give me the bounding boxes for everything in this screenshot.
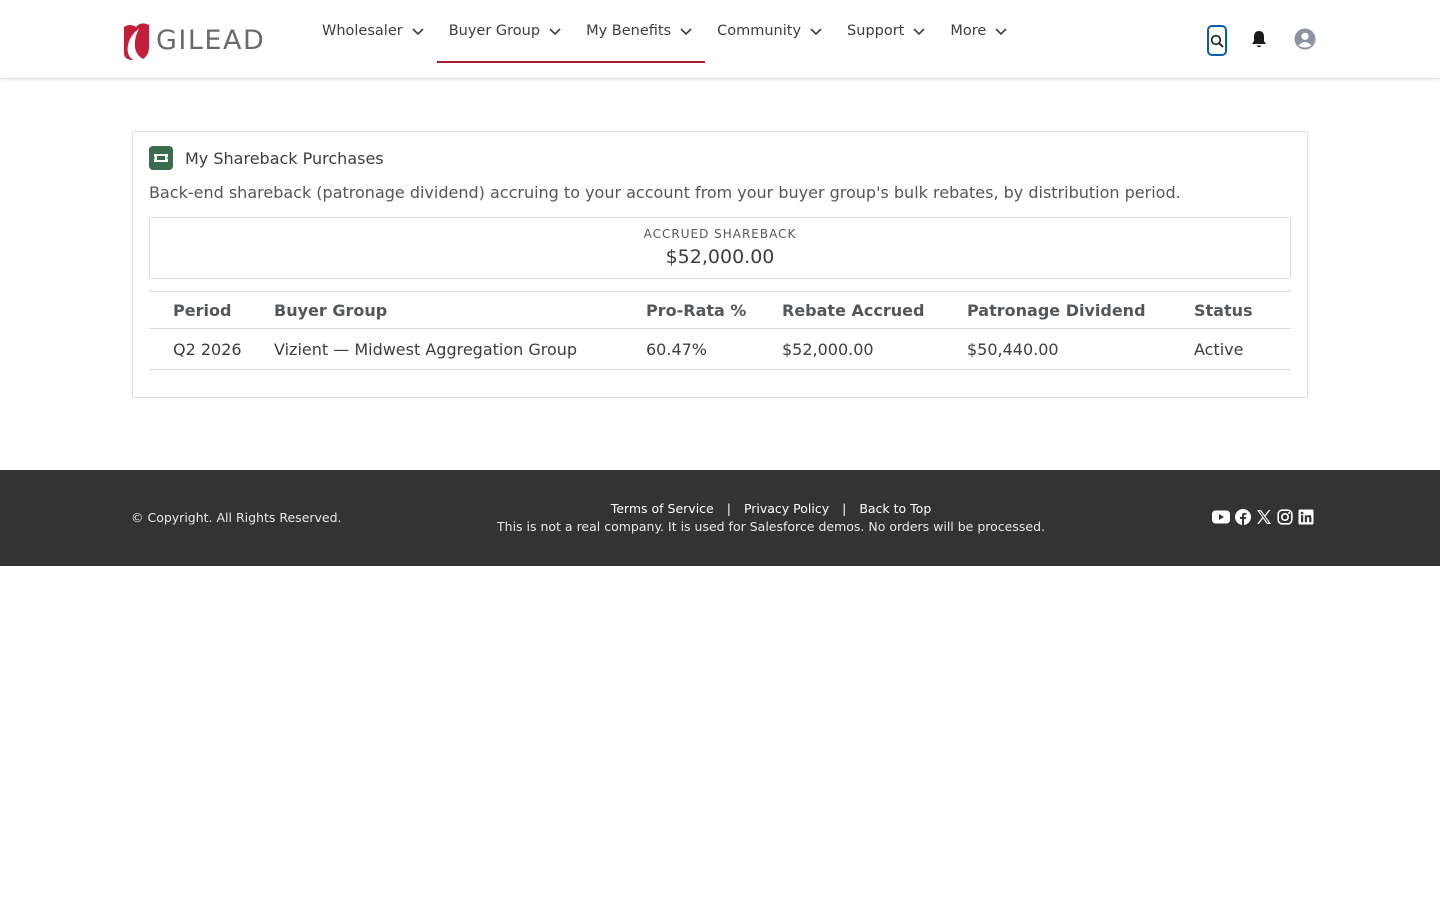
table-row xyxy=(149,329,1291,370)
stat-label: ACCRUED SHAREBACK xyxy=(643,227,797,241)
user-avatar-icon[interactable] xyxy=(1294,28,1316,50)
chevron-down-icon xyxy=(912,24,926,38)
column-header: Pro-Rata % xyxy=(622,292,758,329)
notifications-bell-icon[interactable] xyxy=(1250,30,1268,49)
back-to-top-link[interactable]: Back to Top xyxy=(859,501,932,516)
chevron-down-icon xyxy=(679,24,693,38)
nav-community[interactable] xyxy=(705,0,835,62)
gilead-flame-icon xyxy=(119,19,151,61)
gilead-logo[interactable] xyxy=(119,19,265,61)
nav-label: Buyer Group xyxy=(448,23,541,39)
link-separator: | xyxy=(842,501,847,516)
nav-label: More xyxy=(950,23,987,39)
column-header: Status xyxy=(1170,292,1291,329)
chevron-down-icon xyxy=(548,24,562,38)
card-description: Back-end shareback (patronage dividend) accruing to your account from your buyer group's bulk rebates, by distribution period. xyxy=(149,183,1181,202)
nav-label: My Benefits xyxy=(586,23,672,39)
nav-buyer-group[interactable] xyxy=(437,0,574,62)
search-button[interactable] xyxy=(1207,25,1227,56)
nav-more[interactable] xyxy=(938,0,1020,62)
facebook-icon[interactable] xyxy=(1235,509,1251,525)
nav-active-group xyxy=(437,0,705,79)
cell-period: Q2 2026 xyxy=(149,329,250,370)
site-footer xyxy=(0,470,1440,566)
nav-wholesaler[interactable] xyxy=(310,0,437,62)
main-nav xyxy=(310,0,1020,79)
column-header: Period xyxy=(149,292,250,329)
search-icon xyxy=(1210,34,1224,48)
column-header: Rebate Accrued xyxy=(758,292,943,329)
table-header-row xyxy=(149,292,1291,329)
link-separator: | xyxy=(726,501,731,516)
chevron-down-icon xyxy=(809,24,823,38)
cell-pro-rata: 60.47% xyxy=(622,329,758,370)
cell-buyer-group: Vizient — Midwest Aggregation Group xyxy=(250,329,622,370)
nav-label: Community xyxy=(717,23,802,39)
card-title: My Shareback Purchases xyxy=(185,148,384,168)
demo-disclaimer: This is not a real company. It is used for Salesforce demos. No orders will be processed. xyxy=(497,519,1045,534)
accrued-shareback-stat xyxy=(149,217,1291,279)
copyright-text: © Copyright. All Rights Reserved. xyxy=(131,510,342,525)
chevron-down-icon xyxy=(994,24,1008,38)
chevron-down-icon xyxy=(411,24,425,38)
nav-support[interactable] xyxy=(835,0,938,62)
column-header: Patronage Dividend xyxy=(943,292,1170,329)
cell-rebate-accrued: $52,000.00 xyxy=(758,329,943,370)
cell-patronage-dividend: $50,440.00 xyxy=(943,329,1170,370)
social-links xyxy=(1212,509,1314,525)
site-header xyxy=(0,0,1440,79)
privacy-policy-link[interactable]: Privacy Policy xyxy=(743,501,830,516)
linkedin-icon[interactable] xyxy=(1298,509,1314,525)
nav-my-benefits[interactable] xyxy=(574,0,705,62)
nav-label: Wholesaler xyxy=(322,23,403,39)
card-header xyxy=(149,146,384,170)
column-header: Buyer Group xyxy=(250,292,622,329)
stat-value: $52,000.00 xyxy=(665,246,775,268)
nav-label: Support xyxy=(847,23,905,39)
cell-status: Active xyxy=(1170,329,1291,370)
shareback-card xyxy=(132,131,1308,398)
youtube-icon[interactable] xyxy=(1212,510,1230,524)
x-icon[interactable] xyxy=(1256,509,1272,525)
shareback-table xyxy=(149,291,1291,370)
logo-text: GILEAD xyxy=(156,24,266,56)
ticket-icon xyxy=(149,146,173,170)
instagram-icon[interactable] xyxy=(1277,509,1293,525)
terms-of-service-link[interactable]: Terms of Service xyxy=(610,501,714,516)
